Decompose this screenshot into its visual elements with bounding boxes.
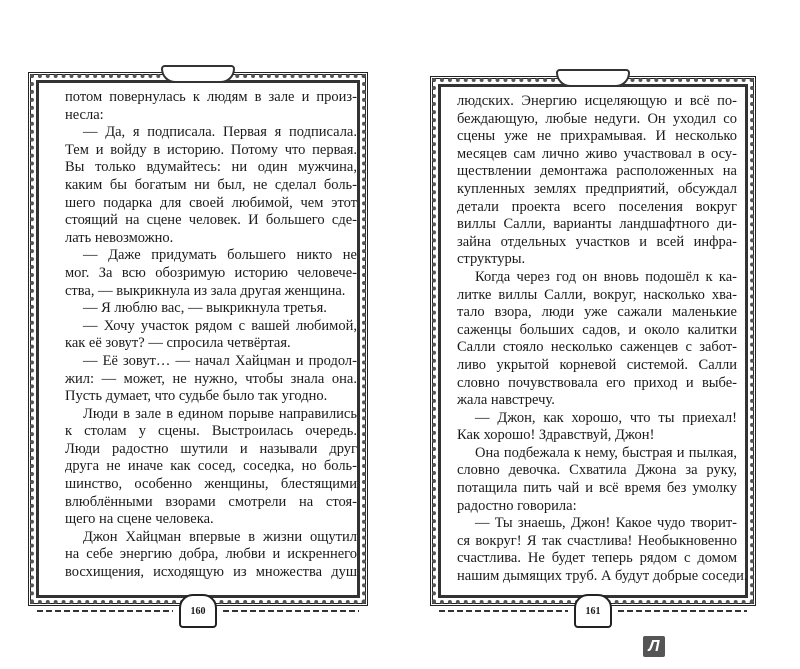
branch-ornament	[223, 610, 359, 612]
text-line: виллы Салли, варианты ландшафтного ди-	[457, 216, 737, 233]
page-number-bell	[574, 594, 612, 628]
watermark-logo: Л	[643, 636, 665, 657]
text-line: влюблёнными взорами смотрели на стоя-	[65, 493, 357, 510]
text-line: — Да, я подписала. Первая я подписала.	[83, 124, 357, 141]
text-line: — Джон, как хорошо, что ты приехал!	[475, 409, 737, 426]
text-line: саженцы больших садов, и около калитки	[457, 321, 737, 338]
text-line: сцены уже не прихрамывая. И несколько	[457, 128, 737, 145]
text-line: Люди радостно шутили и называли друг	[65, 440, 357, 457]
text-line: жил: — может, не нужно, чтобы знала она.	[65, 370, 357, 387]
text-line: — Её зовут… — начал Хайцман и продол-	[83, 352, 357, 369]
text-line: — Ты знаешь, Джон! Какое чудо творит-	[475, 515, 737, 532]
text-line: ществлении демонтажа расположенных на	[457, 163, 737, 180]
text-line: лать невозможно.	[65, 229, 174, 246]
text-line: как её зовут? — спросила четвёртая.	[65, 335, 291, 352]
top-ornament	[161, 65, 235, 83]
text-line: — Даже придумать большего никто не	[83, 247, 357, 264]
text-line: каким бы богатым ни был, не сделал боль-	[65, 176, 357, 193]
left-page	[28, 72, 368, 617]
text-line: потом повернулась к людям в зале и произ-	[65, 89, 357, 105]
text-line: беждающую, любые недуги. Он уходил со	[457, 110, 737, 127]
text-line: Вы только вдумайтесь: ни один мужчина,	[65, 159, 357, 176]
page-number: 161	[585, 605, 601, 617]
bottom-ornament	[31, 597, 365, 625]
text-line: мог. За всю обозримую историю человече-	[65, 264, 357, 281]
text-line: несла:	[65, 106, 104, 123]
text-line: детали проекта всего поселения вокруг	[457, 198, 737, 215]
text-line: зайна отдельных участков и всей инфра-	[457, 233, 737, 250]
text-line: Когда через год он вновь подошёл к ка-	[475, 268, 737, 285]
text-line: шего подарка для своей любимой, чем этот	[65, 194, 357, 211]
text-line: друга не иначе как сосед, соседка, но боль-	[65, 458, 357, 475]
branch-ornament	[37, 610, 173, 612]
text-line: ливо укрытой корневой системой. Салли	[457, 356, 737, 373]
right-page-text	[457, 93, 748, 586]
text-line: словно девочка. Схватила Джона за руку,	[457, 462, 737, 479]
text-line: Тем и войду в историю. Потому что первая.	[65, 141, 357, 158]
branch-ornament	[439, 610, 568, 612]
text-line: тало взора, люди уже сажали маленькие	[457, 304, 737, 321]
right-page	[430, 76, 756, 617]
text-line: жала навстречу.	[457, 392, 555, 409]
page-number-bell	[179, 594, 217, 628]
text-line: Как хорошо! Здравствуй, Джон!	[457, 427, 655, 444]
text-line: щего на сцене человека.	[65, 511, 214, 528]
text-line: нашим дымящих труб. А будут добрые соседи.	[457, 568, 748, 585]
text-line: — Хочу участок рядом с вашей любимой,	[83, 317, 357, 334]
text-line: Люди в зале в едином порыве направились	[83, 405, 357, 422]
text-line: Джон Хайцман впервые в жизни ощутил	[83, 528, 357, 545]
text-line: радостно говорила:	[457, 497, 577, 514]
text-line: шинство, особенно женщины, блестящими	[65, 476, 357, 493]
text-line: счастлива. Не будет теперь рядом с домом	[457, 550, 737, 567]
bottom-ornament	[433, 597, 753, 625]
top-ornament	[556, 69, 630, 87]
text-line: Пусть думает, что судьбе было так угодно.	[65, 388, 328, 405]
text-line: стоящий на сцене человек. И большего сде-	[65, 212, 357, 229]
text-line: месяцев сам лично живо участвовал в осу-	[457, 145, 737, 162]
text-line: ства, — выкрикнула из зала другая женщина.	[65, 282, 346, 299]
text-line: словно почувствовала его приход и выбе-	[457, 374, 737, 391]
text-line: людских. Энергию исцеляющую и всё по-	[457, 93, 737, 109]
text-line: ся вокруг! Я так счастлива! Необыкновенно	[457, 532, 737, 549]
text-line: к столам у сцены. Выстроилась очередь.	[65, 423, 357, 440]
text-line: структуры.	[457, 251, 526, 268]
text-line: на себе энергию добра, любви и искреннего	[65, 546, 357, 563]
text-line: Она подбежала к нему, быстрая и пылкая,	[475, 444, 737, 461]
left-page-text	[65, 89, 357, 582]
text-line: купленных землях предприятий, обсуждал	[457, 180, 737, 197]
text-line: Салли стояло несколько саженцев с забот-	[457, 339, 737, 356]
text-line: восхищения, исходящую из множества душ	[65, 564, 357, 581]
text-line: литке виллы Салли, вокруг, насколько хва-	[457, 286, 737, 303]
branch-ornament	[618, 610, 747, 612]
page-number: 160	[190, 605, 206, 617]
text-line: потащила пить чай и всё время без умолку	[457, 480, 737, 497]
text-line: — Я люблю вас, — выкрикнула третья.	[83, 300, 327, 317]
